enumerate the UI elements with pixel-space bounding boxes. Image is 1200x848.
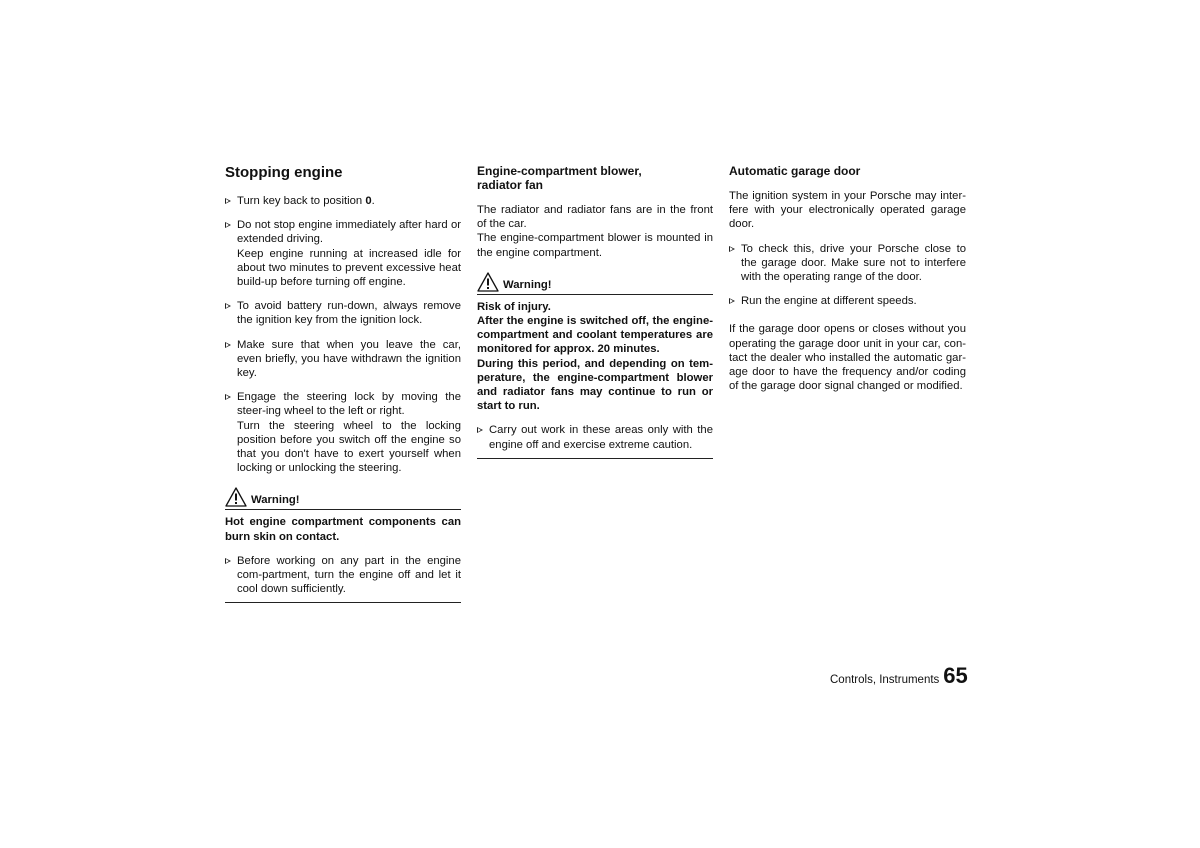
heading-garage-door: Automatic garage door (729, 164, 861, 178)
list-item-text: Make sure that when you leave the car, even briefly, you have withdrawn the ignition key. (237, 338, 461, 380)
warning-label: Warning! (251, 494, 300, 507)
warning-end-rule (477, 458, 713, 459)
triangle-bullet-icon (477, 427, 483, 433)
triangle-bullet-icon (225, 558, 231, 564)
heading-engine-blower (477, 164, 713, 192)
triangle-bullet-icon (729, 298, 735, 304)
list-item (225, 390, 461, 475)
list-item (729, 294, 966, 308)
list-item-text: . (371, 195, 375, 207)
warning-end-rule (225, 602, 461, 603)
section-name: Controls, Instruments (830, 674, 940, 686)
warning-text: After the engine is switched off, the engine-compartment and coolant temperatures are monitored for approx. 20 minutes. (477, 315, 713, 356)
list-item (225, 299, 461, 327)
paragraph: The ignition system in your Porsche may inter-fere with your electronically operated garage door. (729, 190, 966, 231)
triangle-bullet-icon (225, 303, 231, 309)
triangle-bullet-icon (225, 222, 231, 228)
triangle-bullet-icon (225, 342, 231, 348)
warning-text: Hot engine compartment components can burn skin on contact. (225, 516, 461, 543)
list-item (477, 423, 713, 451)
heading-line: Engine-compartment blower, (477, 164, 642, 178)
warning-text: Risk of injury. (477, 300, 551, 313)
position-value: 0 (365, 195, 372, 207)
triangle-bullet-icon (225, 394, 231, 400)
list-item (729, 242, 966, 285)
list-item (225, 194, 461, 208)
list-item-text: Turn key back to position (237, 195, 366, 207)
warning-text: During this period, and depending on tem-perature, the engine-compartment blower and radiator fans may continue to run or start to run. (477, 357, 713, 413)
list-item-text: Before working on any part in the engine com-partment, turn the engine off and let it cool down sufficiently. (237, 554, 461, 596)
column-garage-door (729, 164, 966, 393)
list-item-text: Engage the steering lock by moving the steer-ing wheel to the left or right. (237, 391, 461, 418)
warning-text-block (477, 300, 713, 414)
paragraph: The engine-compartment blower is mounted in the engine compartment. (477, 232, 713, 259)
warning-header (225, 485, 461, 510)
heading-line: radiator fan (477, 178, 544, 192)
list-item-text: To avoid battery run-down, always remove the ignition key from the ignition lock. (237, 300, 461, 327)
list-item-continuation: Turn the steering wheel to the locking position before you switch off the engine so that you don't have to exert yourself when locking or unlocking the steering. (237, 419, 461, 475)
column-stopping-engine (225, 164, 461, 603)
triangle-bullet-icon (225, 198, 231, 204)
page-footer (830, 663, 966, 689)
heading-stopping-engine: Stopping engine (225, 164, 343, 181)
paragraph: If the garage door opens or closes without you operating the garage door unit in your car, con-tact the dealer who installed the automatic gar-age door to have the frequency and/or coding of the garage door signal changed or modified. (729, 323, 966, 393)
warning-triangle-icon (225, 487, 247, 507)
paragraph: The radiator and radiator fans are in the front of the car. (477, 204, 713, 231)
list-item-text: Run the engine at different speeds. (741, 295, 917, 308)
list-item-text: To check this, drive your Porsche close to the garage door. Make sure not to interfere with the operating range of the door. (741, 242, 966, 284)
list-item-text: Carry out work in these areas only with the engine off and exercise extreme caution. (489, 424, 713, 451)
page-number: 65 (943, 663, 968, 688)
column-engine-blower (477, 164, 713, 459)
list-item-continuation: Keep engine running at increased idle for about two minutes to prevent excessive heat build-up before turning off engine. (237, 247, 461, 289)
warning-triangle-icon (477, 272, 499, 292)
warning-header (477, 270, 713, 295)
list-item (225, 338, 461, 381)
list-item (225, 554, 461, 597)
warning-label: Warning! (503, 278, 552, 291)
list-item (225, 218, 461, 289)
list-item-text: Do not stop engine immediately after hard or extended driving. (237, 219, 461, 246)
triangle-bullet-icon (729, 246, 735, 252)
